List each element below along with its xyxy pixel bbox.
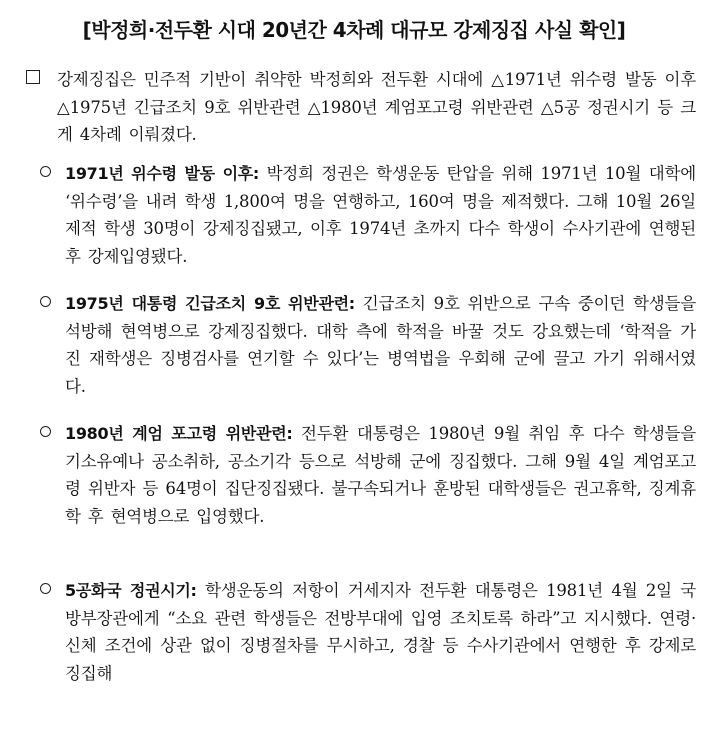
list-item-heading: 1971년 위수령 발동 이후: (65, 164, 260, 183)
document-title: [박정희·전두환 시대 20년간 4차례 대규모 강제징집 사실 확인] (82, 18, 626, 42)
list-item-body (65, 160, 696, 270)
list-item-body (65, 420, 696, 530)
list-item (40, 577, 696, 687)
list-item-text: 긴급조치 9호 위반으로 구속 중이던 학생들을 석방해 현역병으로 강제징집했다. 대학 측에 학적을 바꿀 것도 강요했는데 ‘학적을 가진 재학생은 징병검사를 연기할 수 있다’는 병역법을 우회해 군에 끌고 가기 위해서였다. (65, 294, 696, 396)
list-item-body (65, 290, 696, 400)
list-item-text: 박정희 정권은 학생운동 탄압을 위해 1971년 10월 대학에 ‘위수령’을 내려 학생 1,800여 명을 연행하고, 160여 명을 제적했다. 그해 10월 26일 제적 학생 30명이 강제징집됐고, 이후 1974년 초까지 다수 학생이 수사기관에 연행된 후 강제입영됐다. (65, 164, 696, 266)
list-item-text: 전두환 대통령은 1980년 9월 취임 후 다수 학생들을 기소유예나 공소취하, 공소기각 등으로 석방해 군에 징집했다. 그해 9월 4일 계엄포고령 위반자 등 64명이 집단징집됐다. 불구속되거나 훈방된 대학생들은 권고휴학, 징계휴학 후 현역병으로 입영했다. (65, 424, 696, 526)
list-item-heading: 5공화국 정권시기: (65, 581, 197, 600)
list-item-text: 학생운동의 저항이 거세지자 전두환 대통령은 1981년 4월 2일 국방부장관에게 “소요 관련 학생들은 전방부대에 입영 조치토록 하라”고 지시했다. 연령·신체 조건에 상관 없이 징병절차를 무시하고, 경찰 등 수사기관에서 연행한 후 강제로 징집해 (65, 581, 696, 683)
list-item (40, 160, 696, 270)
circle-bullet-icon (40, 583, 51, 594)
list-item (40, 290, 696, 400)
list-item-heading: 1980년 계엄 포고령 위반관련: (65, 424, 293, 443)
intro-text: 강제징집은 민주적 기반이 취약한 박정희와 전두환 시대에 △1971년 위수령 발동 이후 △1975년 긴급조치 9호 위반관련 △1980년 계엄포고령 위반관련 △5공 정권시기 등 크게 4차례 이뤄졌다. (57, 70, 696, 144)
square-bullet-icon (26, 70, 40, 84)
intro-paragraph (26, 66, 696, 149)
circle-bullet-icon (40, 166, 51, 177)
list-item-body (65, 577, 696, 687)
circle-bullet-icon (40, 296, 51, 307)
circle-bullet-icon (40, 426, 51, 437)
list-item (40, 420, 696, 530)
list-item-heading: 1975년 대통령 긴급조치 9호 위반관련: (65, 294, 355, 313)
